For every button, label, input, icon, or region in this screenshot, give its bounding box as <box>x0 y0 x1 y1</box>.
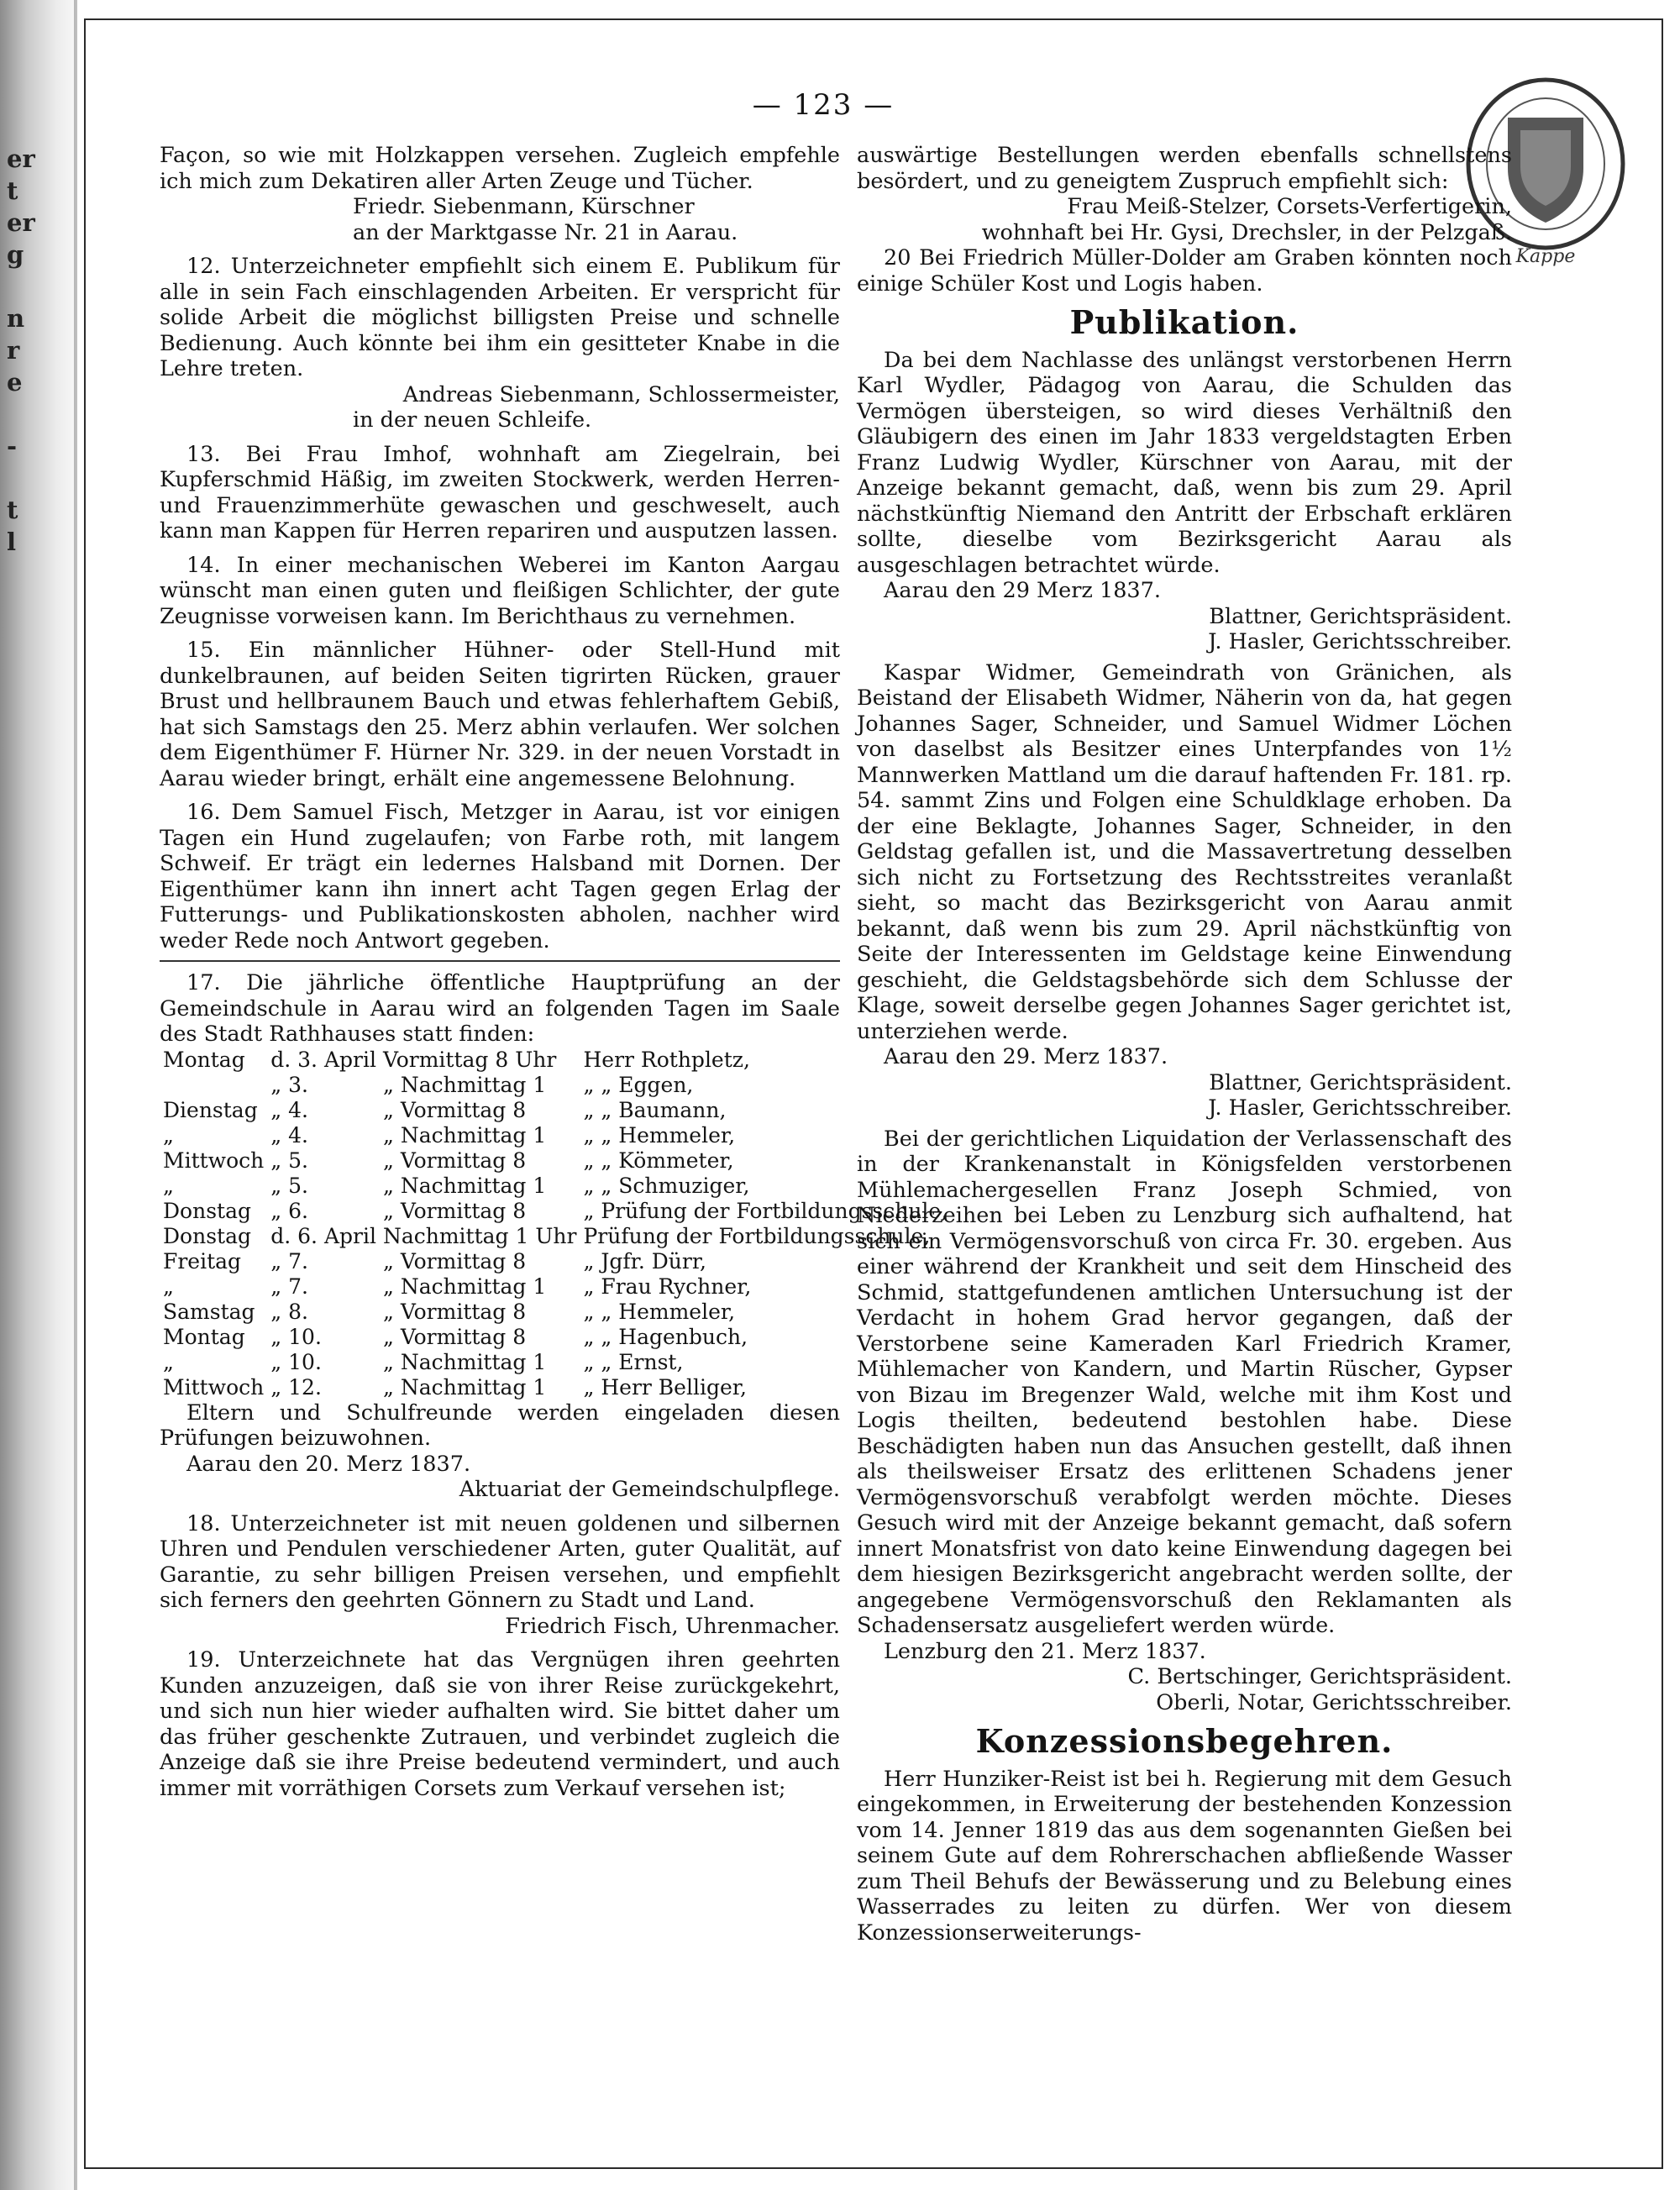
publication-1-date: Aarau den 29 Merz 1837. <box>884 578 1161 603</box>
notice-20: 20 Bei Friedrich Müller-Dolder am Graben könnten noch einige Schüler Kost und Logis haben. <box>857 245 1512 297</box>
schedule-row <box>160 1123 951 1148</box>
schedule-day: „ <box>163 1173 174 1198</box>
publication-3-date: Lenzburg den 21. Merz 1837. <box>884 1638 1206 1664</box>
schedule-day: Mittwoch <box>163 1374 265 1400</box>
schedule-row <box>160 1148 951 1174</box>
schedule-who: „ „ Hemmeler, <box>583 1122 736 1148</box>
publication-2-signature-clerk: J. Hasler, Gerichtsschreiber. <box>1208 1095 1512 1121</box>
gutter-letter: - <box>7 432 18 460</box>
svg-text:Kappe: Kappe <box>1515 246 1576 267</box>
schedule-day: „ <box>163 1349 174 1374</box>
schedule-who: „ Prüfung der Fortbildungsschule, <box>583 1198 948 1223</box>
publication-2-signature-president: Blattner, Gerichtspräsident. <box>1209 1069 1512 1095</box>
publication-3: Bei der gerichtlichen Liquidation der Verlassenschaft des in der Krankenanstalt in Königsfelden verstorbenen Mühlemachergesellen Franz Joseph Schmied, von Niederzeihen bei Leben zu Lenzburg sich aufhaltend, hat sich ein Vermögensvorschuß von circa Fr. 30. ergeben. Aus einer während der Krankheit und seit dem Hinscheid des Schmid, stattgefundenen amtlichen Untersuchung ist der Verdacht in hohem Grad hervor gegangen, daß der Verstorbene seine Kameraden Karl Friedrich Kramer, Mühlemacher von Kandern, und Martin Rüscher, Gypser von Bizau im Bregenzer Wald, welche mit ihm Kost und Logis theilten, bedeutend bestohlen habe. Diese Beschädigten haben nun das Ansuchen gestellt, daß ihnen als theilsweiser Ersatz des erlittenen Schadens jener Vermögensvorschuß verabfolgt werden möchte. Dieses Gesuch wird mit der Anzeige bekannt gemacht, daß sofern innert Monatsfrist von dato keine Einwendung dagegen bei dem hiesigen Bezirksgericht angebracht werden sollte, der angegebene Vermögensvorschuß den Reklamanten als Schadensersatz ausgeliefert werden würde. <box>857 1126 1512 1638</box>
notice-18-signature: Friedrich Fisch, Uhrenmacher. <box>505 1613 840 1639</box>
notice-11-address: an der Marktgasse Nr. 21 in Aarau. <box>353 219 738 245</box>
schedule-day: Dienstag <box>163 1097 258 1122</box>
gutter-letter <box>7 462 32 494</box>
schedule-time: „ Vormittag 8 <box>382 1097 527 1122</box>
exam-schedule-table <box>160 1048 951 1400</box>
gutter-letter: r <box>7 336 20 365</box>
gutter-letter: e <box>7 368 23 397</box>
schedule-day: „ <box>163 1122 174 1148</box>
schedule-row <box>160 1199 951 1224</box>
schedule-day: Samstag <box>163 1299 255 1324</box>
right-column <box>857 143 1512 1946</box>
schedule-date: „ 10. <box>270 1349 322 1374</box>
schedule-row <box>160 1375 951 1400</box>
concession-request-1: Herr Hunziker-Reist ist bei h. Regierung mit dem Gesuch eingekommen, in Erweiterung der bestehenden Konzession vom 14. Jenner 1819 das aus dem sogenannten Gießen bei seinem Gute auf dem Rohrerschachen abfließende Wasser zum Theil Behufs der Bewässerung und zu Belebung eines Wasserrades zu leiten zu dürfen. Wer von diesem Konzessionserweiterungs- <box>857 1766 1512 1946</box>
schedule-who: „ Frau Rychner, <box>583 1274 752 1299</box>
notice-13: 13. Bei Frau Imhof, wohnhaft am Ziegelrain, bei Kupferschmid Häßig, im zweiten Stockwerk, werden Herren- und Frauenzimmerhüte gewaschen und geschweselt, auch kann man Kappen für Herren repariren und ausputzen lassen. <box>160 441 840 544</box>
heading-publikation: Publikation. <box>1069 303 1299 341</box>
notice-19-continuation: auswärtige Bestellungen werden ebenfalls schnellstens besördert, und zu geneigtem Zuspruch empfiehlt sich: <box>857 143 1512 194</box>
schedule-who: Prüfung der Fortbildungsschule, <box>583 1223 931 1248</box>
schedule-row <box>160 1325 951 1350</box>
schedule-time: Vormittag 8 Uhr <box>382 1047 557 1072</box>
notice-15: 15. Ein männlicher Hühner- oder Stell-Hund mit dunkelbraunen, auf beiden Seiten tigrirten Rücken, grauer Brust und hellbraunem Bauch und etwas fehlerhaftem Gebiß, hat sich Samstags den 25. Merz abhin verlaufen. Wer solchen dem Eigenthümer F. Hürner Nr. 329. in der neuen Vorstadt in Aarau wieder bringt, erhält eine angemessene Belohnung. <box>160 638 840 791</box>
notice-19: 19. Unterzeichnete hat das Vergnügen ihren geehrten Kunden anzuzeigen, daß sie von ihrer Reise zurückgekehrt, und sich nun hier wieder aufhalten wird. Sie bittet daher um das früher geschenkte Zutrauen, und verbindet zugleich die Anzeige daß sie ihre Preise bedeutend vermindert, und auch immer mit vorräthigen Corsets zum Verkauf versehen ist; <box>160 1647 840 1801</box>
gutter-letter <box>7 398 32 430</box>
schedule-row <box>160 1274 951 1300</box>
schedule-date: „ 12. <box>270 1374 322 1400</box>
schedule-time: „ Nachmittag 1 <box>382 1122 547 1148</box>
schedule-who: „ „ Hagenbuch, <box>583 1324 748 1349</box>
schedule-date: d. 3. April <box>270 1047 376 1072</box>
schedule-who: „ Herr Belliger, <box>583 1374 747 1400</box>
notice-18: 18. Unterzeichneter ist mit neuen goldenen und silbernen Uhren und Pendulen verschiedener Arten, guter Qualität, auf Garantie, zu sehr billigen Preisen versehen, und empfiehlt sich ferners den geehrten Gönnern zu Stadt und Land. <box>160 1510 840 1613</box>
schedule-time: „ Vormittag 8 <box>382 1248 527 1274</box>
schedule-date: „ 7. <box>270 1274 309 1299</box>
schedule-time: „ Nachmittag 1 <box>382 1173 547 1198</box>
heading-konzessionsbegehren: Konzessionsbegehren. <box>975 1722 1394 1760</box>
schedule-day: Donstag <box>163 1198 251 1223</box>
schedule-row <box>160 1174 951 1199</box>
publication-3-signature-president: C. Bertschinger, Gerichtspräsident. <box>1127 1664 1512 1689</box>
gutter-letter: g <box>7 240 24 269</box>
schedule-date: „ 6. <box>270 1198 309 1223</box>
notice-12-signature: Andreas Siebenmann, Schlossermeister, <box>402 381 840 407</box>
schedule-who: „ Jgfr. Dürr, <box>583 1248 706 1274</box>
notice-12: 12. Unterzeichneter empfiehlt sich einem E. Publikum für alle in sein Fach einschlagenden Arbeiten. Er verspricht für solide Arbeit die möglichst billigsten Preise und schnelle Bedienung. Auch könnte bei ihm ein gesitteter Knabe in die Lehre treten. <box>160 254 840 381</box>
publication-1-signature-president: Blattner, Gerichtspräsident. <box>1209 603 1512 629</box>
gutter-letter <box>7 270 32 302</box>
notice-17-date: Aarau den 20. Merz 1837. <box>186 1451 471 1477</box>
schedule-who: „ „ Baumann, <box>583 1097 727 1122</box>
notice-17-outro: Eltern und Schulfreunde werden eingeladen diesen Prüfungen beizuwohnen. <box>160 1400 840 1451</box>
schedule-date: „ 5. <box>270 1148 309 1173</box>
schedule-time: „ Nachmittag 1 <box>382 1274 547 1299</box>
schedule-row <box>160 1098 951 1123</box>
schedule-time: „ Vormittag 8 <box>382 1148 527 1173</box>
gutter-letter: t <box>7 176 18 205</box>
schedule-row <box>160 1350 951 1375</box>
schedule-date: „ 3. <box>270 1072 309 1097</box>
schedule-who: „ „ Hemmeler, <box>583 1299 736 1324</box>
notice-19-address: wohnhaft bei Hr. Gysi, Drechsler, in der Pelzgaß. <box>981 219 1512 245</box>
section-divider <box>160 960 840 962</box>
schedule-row <box>160 1300 951 1325</box>
notice-12-address: in der neuen Schleife. <box>353 407 592 433</box>
notice-17-intro: 17. Die jährliche öffentliche Hauptprüfung an der Gemeindschule in Aarau wird an folgenden Tagen im Saale des Stadt Rathhauses statt finden: <box>160 970 840 1047</box>
schedule-who: Herr Rothpletz, <box>583 1047 750 1072</box>
schedule-date: „ 8. <box>270 1299 309 1324</box>
schedule-time: „ Nachmittag 1 <box>382 1374 547 1400</box>
schedule-day: Mittwoch <box>163 1148 265 1173</box>
gutter-letter: er <box>7 144 35 173</box>
notice-11-continuation: Façon, so wie mit Holzkappen versehen. Zugleich empfehle ich mich zum Dekatiren aller Arten Zeuge und Tücher. <box>160 143 840 194</box>
publication-2: Kaspar Widmer, Gemeindrath von Gränichen, als Beistand der Elisabeth Widmer, Näherin von da, hat gegen Johannes Sager, Schneider, und Samuel Widmer Löchen von daselbst als Besitzer eines Unterpfandes von 1½ Mannwerken Mattland um die darauf haftenden Fr. 181. rp. 54. sammt Zins und Folgen eine Schuldklage erhoben. Da der eine Beklagte, Johannes Sager, Schneider, in den Geldstag gefallen ist, und die Massavertretung desselben sich nicht zu Fortsetzung des Rechtsstreites veranlaßt sieht, so macht das Bezirksgericht von Aarau anmit bekannt, daß wenn bis zum 29. April nächstkünftig von Seite der Interessenten im Geldstage keine Einwendung geschieht, die Geldstagsbehörde sich dem Schlusse der Klage, soweit derselbe gegen Johannes Sager gerichtet ist, unterziehen werde. <box>857 659 1512 1044</box>
page-number: — 123 — <box>752 88 895 122</box>
schedule-time: „ Vormittag 8 <box>382 1299 527 1324</box>
schedule-row <box>160 1249 951 1274</box>
schedule-row <box>160 1224 951 1249</box>
schedule-date: d. 6. April <box>270 1223 376 1248</box>
schedule-date: „ 5. <box>270 1173 309 1198</box>
schedule-time: „ Nachmittag 1 <box>382 1072 547 1097</box>
schedule-time: „ Nachmittag 1 <box>382 1349 547 1374</box>
publication-1-signature-clerk: J. Hasler, Gerichtsschreiber. <box>1208 629 1512 654</box>
notice-11-signature: Friedr. Siebenmann, Kürschner <box>353 194 695 219</box>
schedule-date: „ 7. <box>270 1248 309 1274</box>
schedule-time: „ Vormittag 8 <box>382 1198 527 1223</box>
schedule-day: Montag <box>163 1047 245 1072</box>
schedule-who: „ „ Schmuziger, <box>583 1173 750 1198</box>
schedule-day: „ <box>163 1274 174 1299</box>
left-column <box>160 143 948 1801</box>
schedule-row <box>160 1048 951 1073</box>
schedule-row <box>160 1073 951 1098</box>
publication-2-date: Aarau den 29. Merz 1837. <box>884 1044 1168 1069</box>
notice-16: 16. Dem Samuel Fisch, Metzger in Aarau, ist vor einigen Tagen ein Hund zugelaufen; von Farbe roth, mit langem Schweif. Er trägt ein ledernes Halsband mit Dornen. Der Eigenthümer kann ihn innert acht Tagen gegen Erlag der Futterungs- und Publikationskosten abholen, nachher wird weder Rede noch Antwort gegeben. <box>160 800 840 953</box>
schedule-day: Donstag <box>163 1223 251 1248</box>
schedule-who: „ „ Ernst, <box>583 1349 684 1374</box>
publication-1: Da bei dem Nachlasse des unlängst verstorbenen Herrn Karl Wydler, Pädagog von Aarau, die Schulden das Vermögen übersteigen, so wird dieses Verhältniß den Gläubigern des einen im Jahr 1833 vergeldstagten Erben Franz Ludwig Wydler, Kürschner von Aarau, mit der Anzeige bekannt gemacht, daß, wenn bis zum 29. April nächstkünftig Niemand den Antritt der Erbschaft erklären sollte, dieselbe vom Bezirksgericht Aarau als ausgeschlagen betrachtet würde. <box>857 347 1512 578</box>
schedule-day <box>160 1073 267 1098</box>
schedule-who: „ „ Kömmeter, <box>583 1148 734 1173</box>
notice-17-signature: Aktuariat der Gemeindschulpflege. <box>459 1477 840 1502</box>
gutter-letter: er <box>7 208 35 237</box>
schedule-date: „ 4. <box>270 1097 309 1122</box>
schedule-day: Freitag <box>163 1248 242 1274</box>
gutter-letter: n <box>7 304 25 333</box>
notice-19-signature: Frau Meiß-Stelzer, Corsets-Verfertigerin, <box>1067 194 1512 219</box>
schedule-time: „ Vormittag 8 <box>382 1324 527 1349</box>
schedule-time: Nachmittag 1 Uhr <box>382 1223 577 1248</box>
page-edge-shadow <box>74 0 77 2190</box>
schedule-date: „ 4. <box>270 1122 309 1148</box>
schedule-who: „ „ Eggen, <box>583 1072 694 1097</box>
schedule-date: „ 10. <box>270 1324 322 1349</box>
facing-page-letters <box>7 143 35 558</box>
notice-14: 14. In einer mechanischen Weberei im Kanton Aargau wünscht man einen guten und fleißigen Schlichter, der gute Zeugnisse vorweisen kann. Im Berichthaus zu vernehmen. <box>160 552 840 629</box>
gutter-letter: l <box>7 528 17 556</box>
publication-3-signature-clerk: Oberli, Notar, Gerichtsschreiber. <box>1156 1689 1512 1715</box>
gutter-letter: t <box>7 496 18 524</box>
schedule-day: Montag <box>163 1324 245 1349</box>
